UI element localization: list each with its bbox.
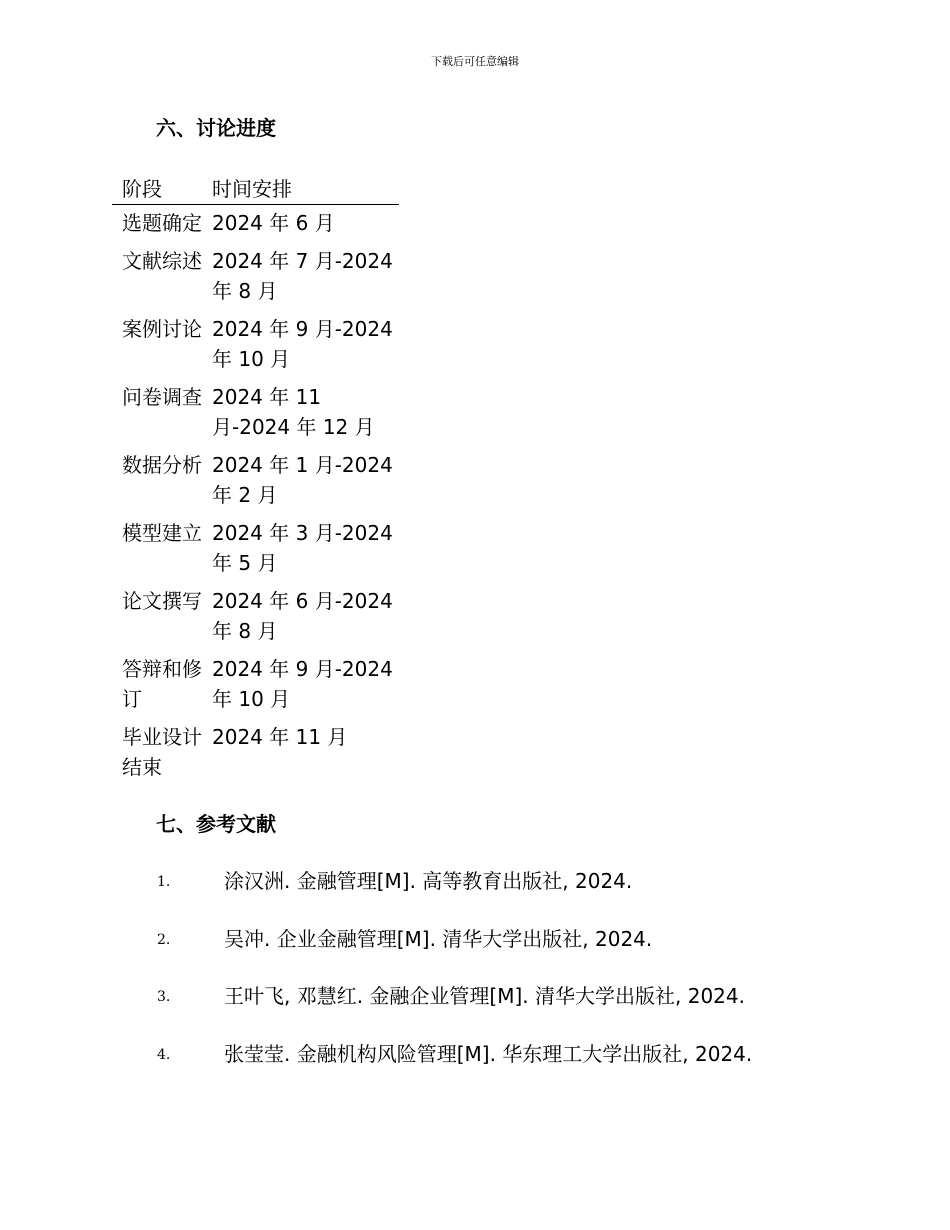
reference-number: 2. xyxy=(157,931,171,948)
page-header-note: 下载后可任意编辑 xyxy=(431,55,519,68)
table-row xyxy=(112,379,399,447)
table-row xyxy=(112,719,399,787)
time-cell: 2024 年 6 月-2024 年 8 月 xyxy=(212,589,393,643)
table-header-row xyxy=(112,172,399,205)
stage-cell: 答辩和修订 xyxy=(122,657,202,711)
table-row xyxy=(112,205,399,244)
table-row xyxy=(112,583,399,651)
reference-item xyxy=(0,924,950,982)
column-header-time: 时间安排 xyxy=(202,172,399,205)
reference-text: 涂汉洲. 金融管理[M]. 高等教育出版社, 2024. xyxy=(224,869,633,893)
stage-cell: 数据分析 xyxy=(122,453,202,477)
stage-cell: 案例讨论 xyxy=(122,317,202,341)
reference-number: 3. xyxy=(157,989,171,1005)
table-row xyxy=(112,515,399,583)
reference-text: 王叶飞, 邓慧红. 金融企业管理[M]. 清华大学出版社, 2024. xyxy=(224,984,745,1008)
schedule-table xyxy=(112,172,399,787)
stage-cell: 论文撰写 xyxy=(122,589,202,613)
reference-text: 吴冲. 企业金融管理[M]. 清华大学出版社, 2024. xyxy=(224,926,653,951)
reference-item xyxy=(0,981,950,1039)
reference-item xyxy=(0,866,950,924)
time-cell: 2024 年 7 月-2024 年 8 月 xyxy=(212,249,393,303)
time-cell: 2024 年 1 月-2024 年 2 月 xyxy=(212,453,393,507)
reference-number: 1. xyxy=(157,874,171,890)
stage-cell: 文献综述 xyxy=(122,249,202,273)
stage-cell: 选题确定 xyxy=(122,211,202,235)
table-row xyxy=(112,447,399,515)
reference-text: 张莹莹. 金融机构风险管理[M]. 华东理工大学出版社, 2024. xyxy=(224,1041,753,1066)
section-heading-references: 七、参考文献 xyxy=(156,812,276,836)
time-cell: 2024 年 9 月-2024 年 10 月 xyxy=(212,657,393,711)
stage-cell: 模型建立 xyxy=(122,521,202,545)
column-header-stage: 阶段 xyxy=(112,172,202,205)
stage-cell: 问卷调查 xyxy=(122,385,202,409)
time-cell: 2024 年 11 月 xyxy=(212,725,348,749)
time-cell: 2024 年 11 月-2024 年 12 月 xyxy=(212,385,375,439)
reference-number: 4. xyxy=(157,1046,171,1063)
time-cell: 2024 年 6 月 xyxy=(212,211,335,235)
table-row xyxy=(112,651,399,719)
stage-cell: 毕业设计结束 xyxy=(122,725,202,779)
section-heading-schedule: 六、讨论进度 xyxy=(156,116,276,140)
reference-list xyxy=(0,866,950,1096)
reference-item xyxy=(0,1039,950,1097)
table-row xyxy=(112,311,399,379)
time-cell: 2024 年 3 月-2024 年 5 月 xyxy=(212,521,393,575)
table-row xyxy=(112,243,399,311)
time-cell: 2024 年 9 月-2024 年 10 月 xyxy=(212,317,393,371)
